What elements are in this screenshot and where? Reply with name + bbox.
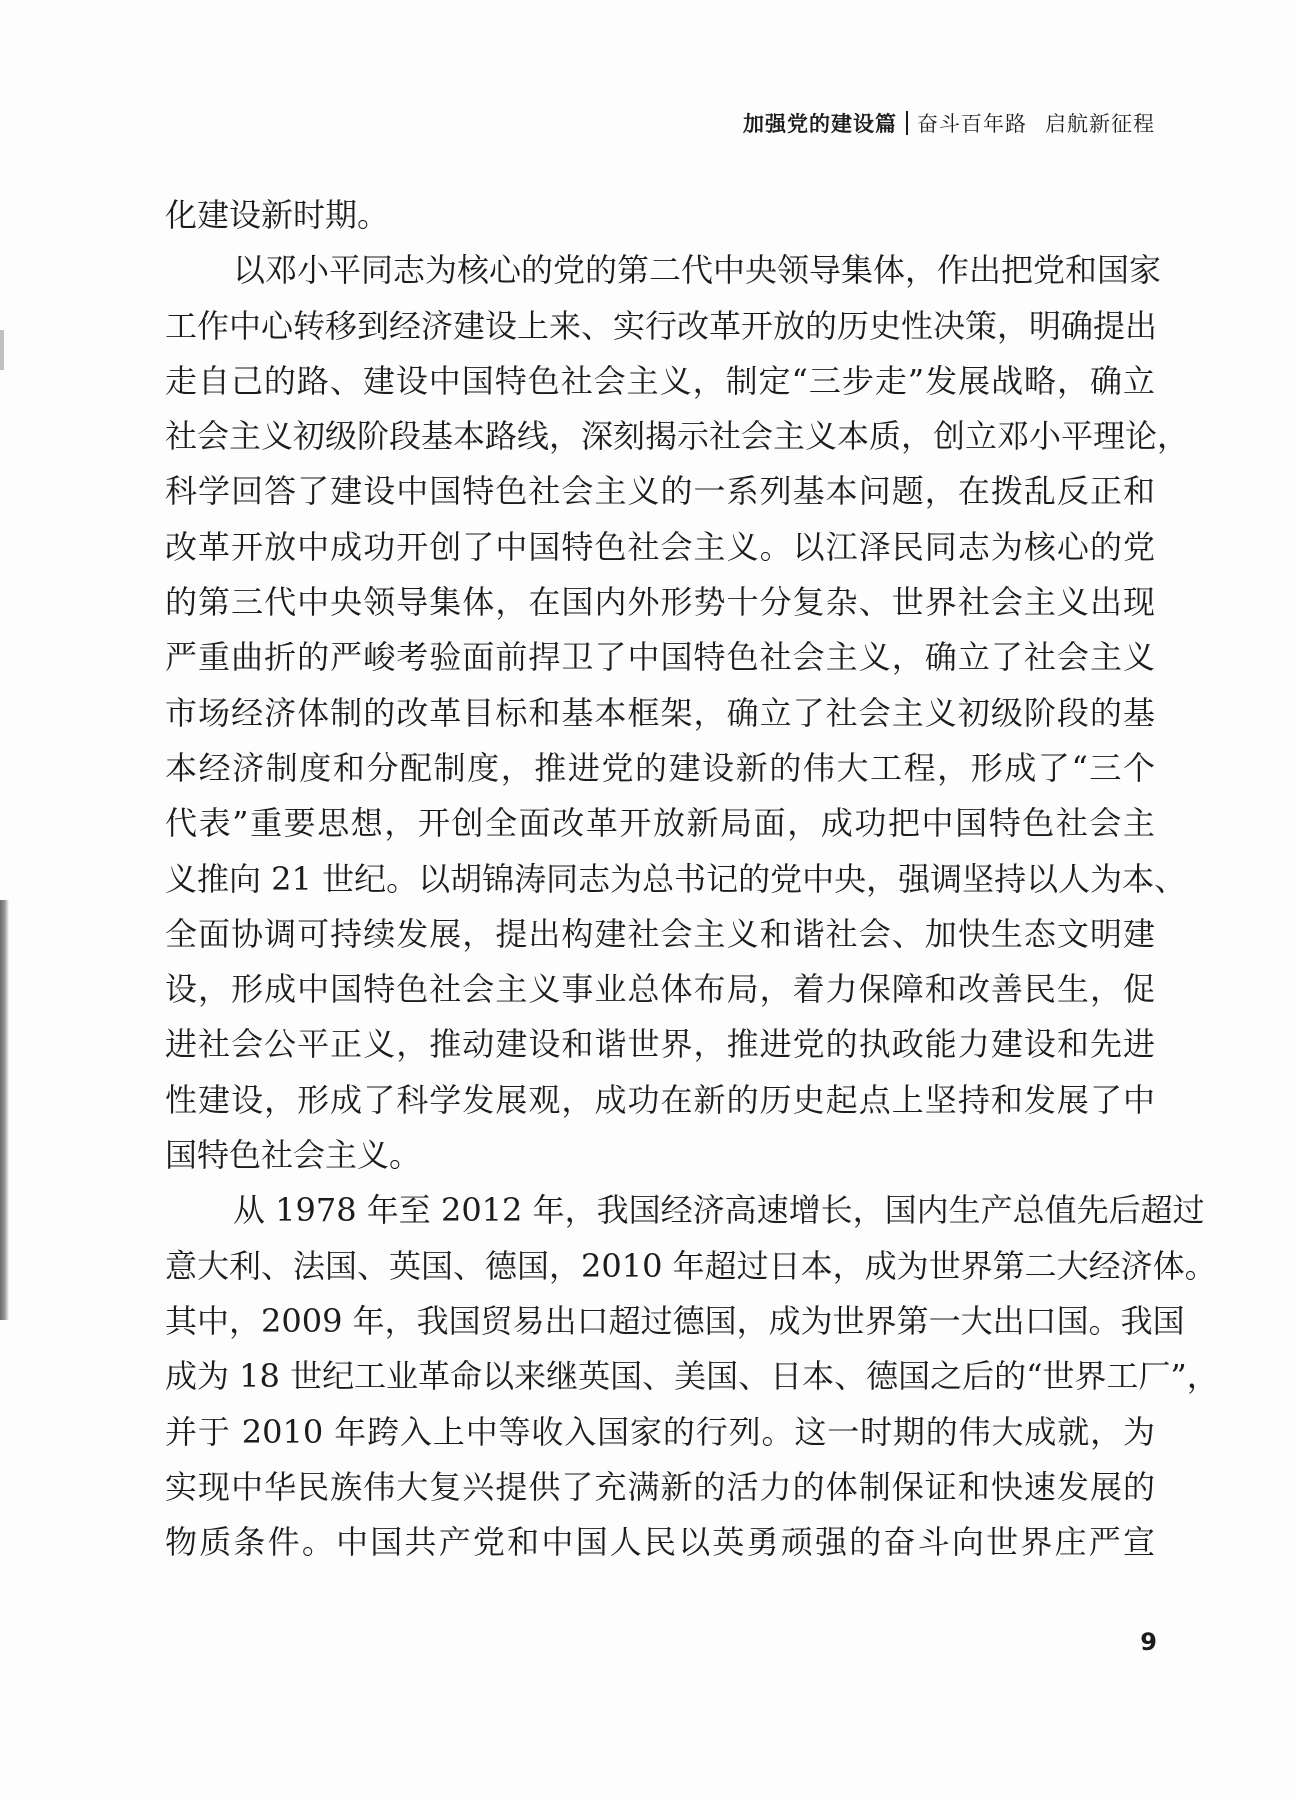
scan-edge-mark <box>0 330 4 370</box>
text-line: 其中，2009 年，我国贸易出口超过德国，成为世界第一大出口国。我国 <box>165 1301 1185 1340</box>
text-line: 的第三代中央领导集体，在国内外形势十分复杂、世界社会主义出现 <box>165 583 1155 622</box>
text-line: 社会主义初级阶段基本路线，深刻揭示社会主义本质，创立邓小平理论， <box>165 417 1190 456</box>
text-line: 设，形成中国特色社会主义事业总体布局，着力保障和改善民生，促 <box>165 970 1155 1009</box>
text-line: 化建设新时期。 <box>165 196 390 234</box>
text-line: 工作中心转移到经济建设上来、实行改革开放的历史性决策，明确提出 <box>165 306 1158 345</box>
text-line: 走自己的路、建设中国特色社会主义，制定“三步走”发展战略，确立 <box>165 361 1155 400</box>
text-line: 成为 18 世纪工业革命以来继英国、美国、日本、德国之后的“世界工厂”， <box>165 1357 1219 1396</box>
text-line: 义推向 21 世纪。以胡锦涛同志为总书记的党中央，强调坚持以人为本、 <box>165 859 1187 898</box>
text-line: 本经济制度和分配制度，推进党的建设新的伟大工程，形成了“三个 <box>165 748 1155 787</box>
text-line: 进社会公平正义，推动建设和谐世界，推进党的执政能力建设和先进 <box>165 1025 1155 1064</box>
text-line: 物质条件。中国共产党和中国人民以英勇顽强的奋斗向世界庄严宣 <box>165 1523 1155 1562</box>
header-section-title: 加强党的建设篇 <box>743 112 897 136</box>
header-book-subtitle: 启航新征程 <box>1045 112 1155 136</box>
header-divider <box>906 111 908 135</box>
text-line: 代表”重要思想，开创全面改革开放新局面，成功把中国特色社会主 <box>165 804 1155 843</box>
text-line: 严重曲折的严峻考验面前捍卫了中国特色社会主义，确立了社会主义 <box>165 638 1155 677</box>
running-header <box>743 108 1155 138</box>
text-line: 市场经济体制的改革目标和基本框架，确立了社会主义初级阶段的基 <box>165 693 1155 732</box>
text-line: 从 1978 年至 2012 年，我国经济高速增长，国内生产总值先后超过 <box>233 1191 1205 1230</box>
page-number: 9 <box>1140 1628 1157 1656</box>
scan-binding-shadow <box>0 900 9 1320</box>
text-line: 国特色社会主义。 <box>165 1136 422 1175</box>
text-line: 科学回答了建设中国特色社会主义的一系列基本问题，在拨乱反正和 <box>165 472 1155 511</box>
text-line: 改革开放中成功开创了中国特色社会主义。以江泽民同志为核心的党 <box>165 527 1155 566</box>
text-line: 意大利、法国、英国、德国，2010 年超过日本，成为世界第二大经济体。 <box>165 1246 1217 1285</box>
text-line: 性建设，形成了科学发展观，成功在新的历史起点上坚持和发展了中 <box>165 1080 1155 1119</box>
header-book-title: 奋斗百年路 <box>917 112 1027 136</box>
text-line: 实现中华民族伟大复兴提供了充满新的活力的体制保证和快速发展的 <box>165 1467 1155 1506</box>
body-text <box>165 188 1219 1570</box>
text-line: 以邓小平同志为核心的党的第二代中央领导集体，作出把党和国家 <box>233 251 1162 290</box>
text-line: 并于 2010 年跨入上中等收入国家的行列。这一时期的伟大成就，为 <box>165 1412 1155 1451</box>
text-line: 全面协调可持续发展，提出构建社会主义和谐社会、加快生态文明建 <box>165 914 1155 953</box>
